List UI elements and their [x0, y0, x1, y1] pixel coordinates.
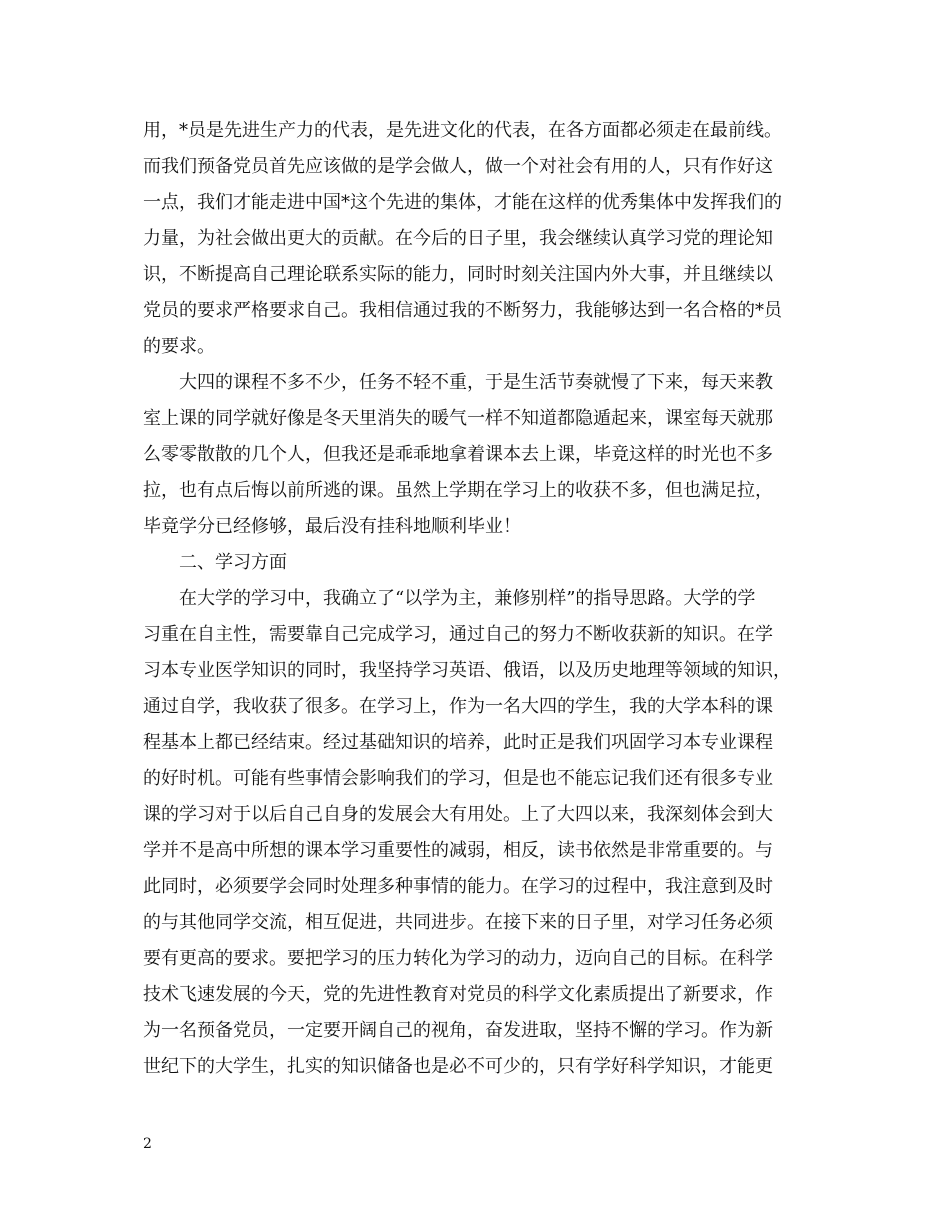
text-line: 力量，为社会做出更大的贡献。在今后的日子里，我会继续认真学习党的理论知 — [143, 228, 773, 249]
text-line: 识，不断提高自己理论联系实际的能力，同时时刻关注国内外大事，并且继续以 — [143, 264, 773, 285]
text-line: 么零零散散的几个人，但我还是乖乖地拿着课本去上课，毕竟这样的时光也不多 — [143, 444, 773, 465]
text-line: 世纪下的大学生，扎实的知识储备也是必不可少的，只有学好科学知识，才能更 — [143, 1056, 773, 1077]
text-line: 的要求。 — [143, 336, 215, 357]
text-line: 室上课的同学就好像是冬天里消失的暖气一样不知道都隐遁起来，课室每天就那 — [143, 408, 773, 429]
paragraph-first-line: 大四的课程不多不少，任务不轻不重，于是生活节奏就慢了下来，每天来教 — [179, 372, 773, 393]
text-line: 课的学习对于以后自己自身的发展会大有用处。上了大四以来，我深刻体会到大 — [143, 804, 773, 825]
text-line: 习本专业医学知识的同时，我坚持学习英语、俄语，以及历史地理等领域的知识， — [143, 660, 791, 681]
text-line: 一点，我们才能走进中国*这个先进的集体，才能在这样的优秀集体中发挥我们的 — [143, 192, 782, 213]
text-line: 程基本上都已经结束。经过基础知识的培养，此时正是我们巩固学习本专业课程 — [143, 732, 773, 753]
text-line: 此同时，必须要学会同时处理多种事情的能力。在学习的过程中，我注意到及时 — [143, 876, 773, 897]
text-line: 要有更高的要求。要把学习的压力转化为学习的动力，迈向自己的目标。在科学 — [143, 948, 773, 969]
text-line: 学并不是高中所想的课本学习重要性的减弱，相反，读书依然是非常重要的。与 — [143, 840, 773, 861]
text-line: 的与其他同学交流，相互促进，共同进步。在接下来的日子里，对学习任务必须 — [143, 912, 773, 933]
text-line: 技术飞速发展的今天，党的先进性教育对党员的科学文化素质提出了新要求，作 — [143, 984, 773, 1005]
page-number: 2 — [143, 1136, 152, 1152]
text-line: 习重在自主性，需要靠自己完成学习，通过自己的努力不断收获新的知识。在学 — [143, 624, 773, 645]
section-heading: 二、学习方面 — [179, 552, 287, 573]
text-line: 而我们预备党员首先应该做的是学会做人，做一个对社会有用的人，只有作好这 — [143, 156, 773, 177]
text-line: 的好时机。可能有些事情会影响我们的学习，但是也不能忘记我们还有很多专业 — [143, 768, 773, 789]
paragraph-first-line: 在大学的学习中，我确立了“以学为主，兼修别样”的指导思路。大学的学 — [179, 588, 756, 609]
text-line: 党员的要求严格要求自己。我相信通过我的不断努力，我能够达到一名合格的*员 — [143, 300, 782, 321]
text-line: 毕竟学分已经修够，最后没有挂科地顺利毕业！ — [143, 516, 521, 537]
text-line: 为一名预备党员，一定要开阔自己的视角，奋发进取，坚持不懈的学习。作为新 — [143, 1020, 773, 1041]
text-line: 用，*员是先进生产力的代表，是先进文化的代表，在各方面都必须走在最前线。 — [143, 120, 782, 141]
text-line: 通过自学，我收获了很多。在学习上，作为一名大四的学生，我的大学本科的课 — [143, 696, 773, 717]
text-line: 拉，也有点后悔以前所逃的课。虽然上学期在学习上的收获不多，但也满足拉， — [143, 480, 773, 501]
